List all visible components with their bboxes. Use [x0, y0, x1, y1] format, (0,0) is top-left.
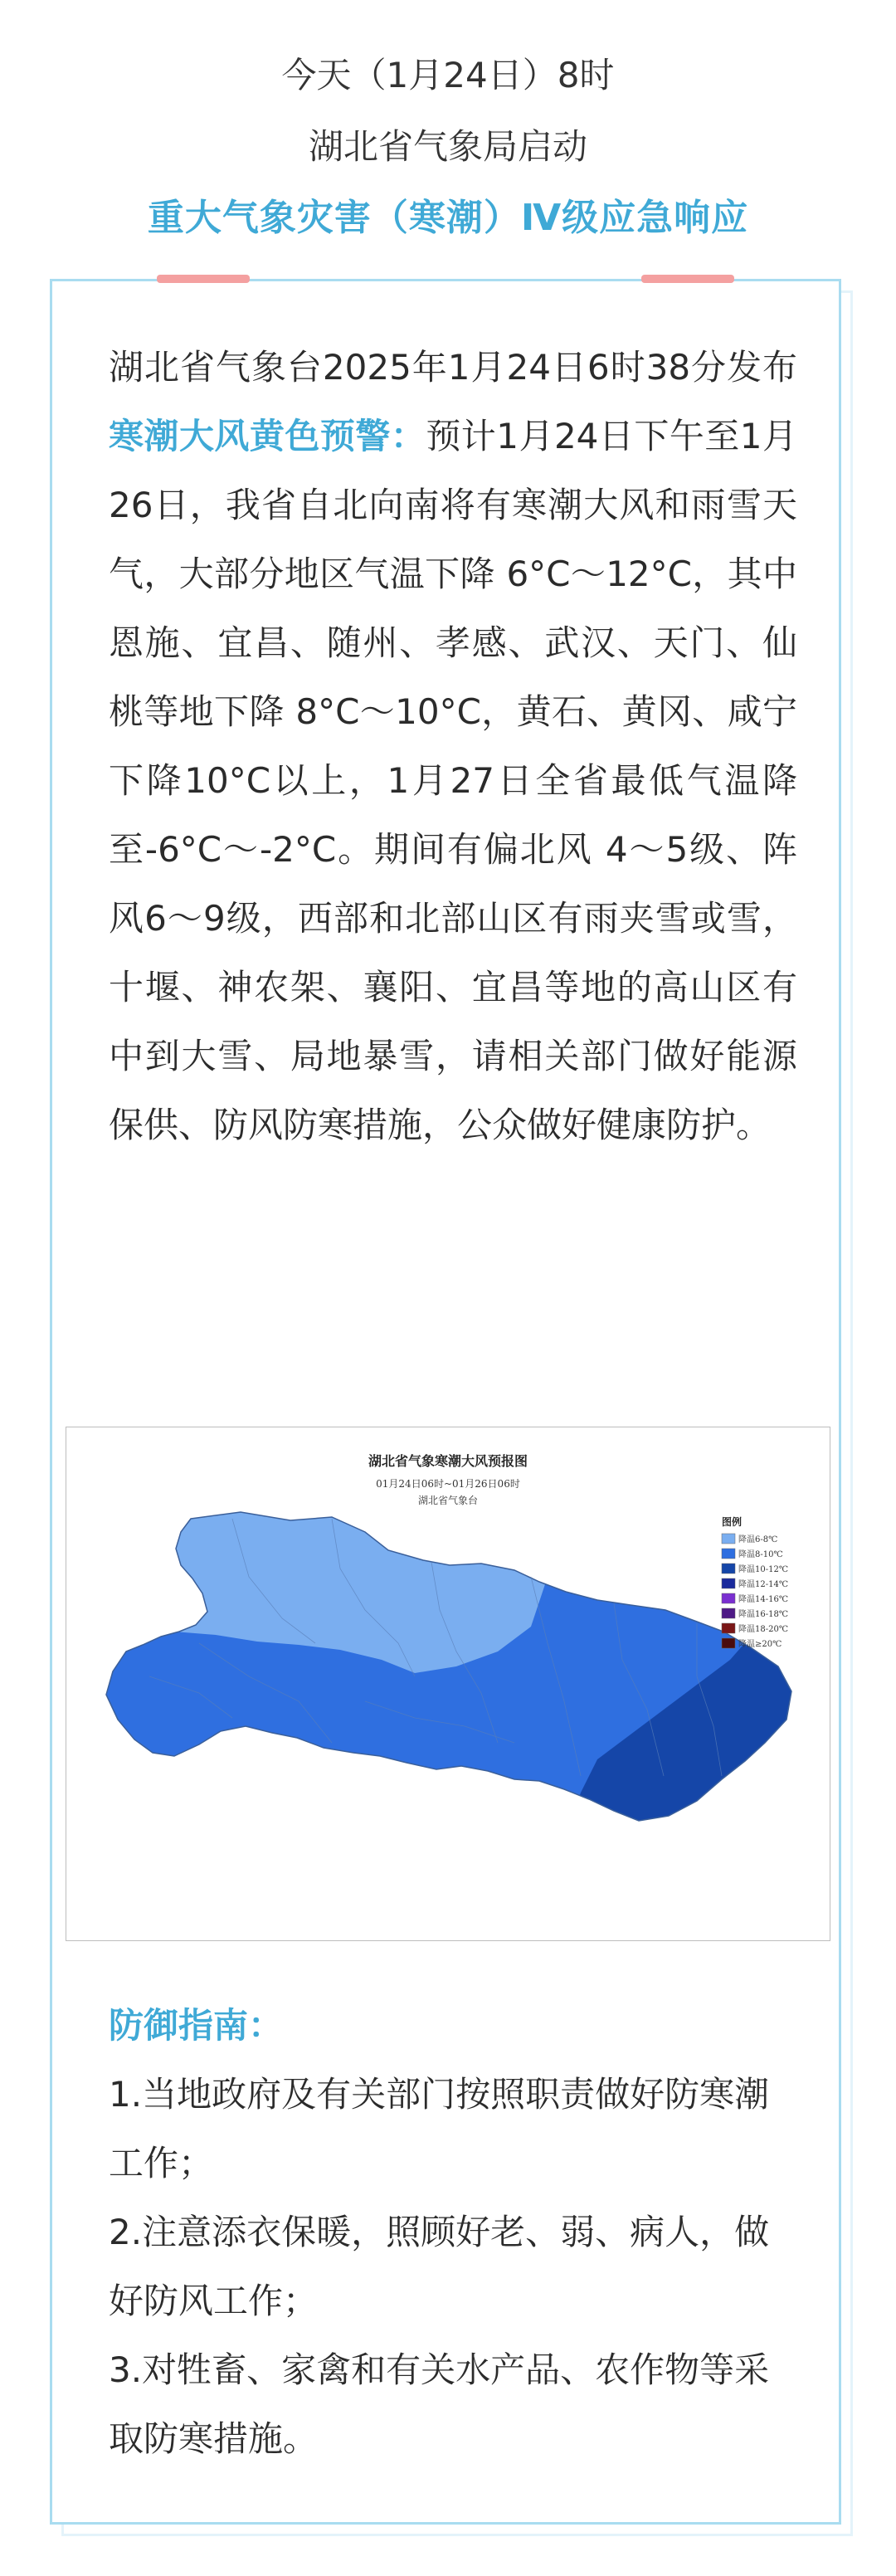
card-tab-left [157, 275, 250, 283]
map-title: 湖北省气象寒潮大风预报图 [368, 1453, 528, 1469]
legend-swatch [722, 1549, 735, 1559]
legend-swatch [722, 1593, 735, 1603]
legend-swatch [722, 1608, 735, 1618]
notice-highlight: 寒潮大风黄色预警： [109, 416, 426, 456]
notice-text-2: 预计1月24日下午至1月26日，我省自北向南将有寒潮大风和雨雪天气，大部分地区气温下降 6°C～12°C，其中恩施、宜昌、随州、孝感、武汉、天门、仙桃等地下降 8°C～10°C，黄石、黄冈、咸宁下降10°C以上，1月27日全省最低气温降至-6°C～-2°C。期间有偏北风 4～5级、阵风6～9级，西部和北部山区有雨夹雪或雪，十堰、神农架、襄阳、宜昌等地的高山区有中到大雪、局地暴雪，请相关部门做好能源保供、防风防寒措施，公众做好健康防护。 [109, 416, 797, 1145]
legend-swatch [722, 1578, 735, 1588]
guide-title: 防御指南： [109, 2005, 284, 2046]
legend-label: 降温18-20℃ [738, 1625, 789, 1634]
legend-swatch [722, 1638, 735, 1648]
legend-swatch [722, 1623, 735, 1633]
map-svg [66, 1427, 830, 1940]
legend-label: 降温≥20℃ [738, 1640, 782, 1649]
guide-item-2: 2.注意添衣保暖，照顾好老、弱、病人，做好防风工作； [109, 2212, 770, 2321]
notice-card [50, 279, 841, 2525]
notice-card-wrap [50, 279, 846, 2530]
legend-label: 降温10-12℃ [738, 1565, 789, 1574]
map-legend [722, 1515, 788, 1649]
map-issuer: 湖北省气象台 [417, 1495, 479, 1506]
header-time: 今天（1月24日）8时 [281, 55, 615, 95]
legend-title: 图例 [722, 1516, 743, 1528]
legend-label: 降温6-8℃ [738, 1535, 778, 1544]
guide-item-1: 1.当地政府及有关部门按照职责做好防寒潮工作； [109, 2074, 770, 2183]
card-tab-right [641, 275, 734, 283]
legend-label: 降温8-10℃ [738, 1550, 783, 1559]
legend-swatch [722, 1534, 735, 1544]
legend-label: 降温12-14℃ [738, 1580, 789, 1589]
defense-guide [109, 1991, 797, 2473]
warning-notice [109, 333, 797, 1159]
header [0, 0, 896, 254]
map-period: 01月24日06时~01月26日06时 [376, 1478, 520, 1490]
notice-text-1: 湖北省气象台2025年1月24日6时38分发布 [109, 347, 797, 388]
legend-label: 降温16-18℃ [738, 1610, 789, 1619]
header-response-level: 重大气象灾害（寒潮）Ⅳ级应急响应 [147, 197, 749, 239]
legend-items [722, 1534, 788, 1649]
guide-item-3: 3.对牲畜、家禽和有关水产品、农作物等采取防寒措施。 [109, 2349, 770, 2459]
legend-label: 降温14-16℃ [738, 1595, 789, 1604]
cold-wave-map [66, 1427, 830, 1941]
header-agency: 湖北省气象局启动 [308, 126, 587, 167]
legend-swatch [722, 1564, 735, 1573]
